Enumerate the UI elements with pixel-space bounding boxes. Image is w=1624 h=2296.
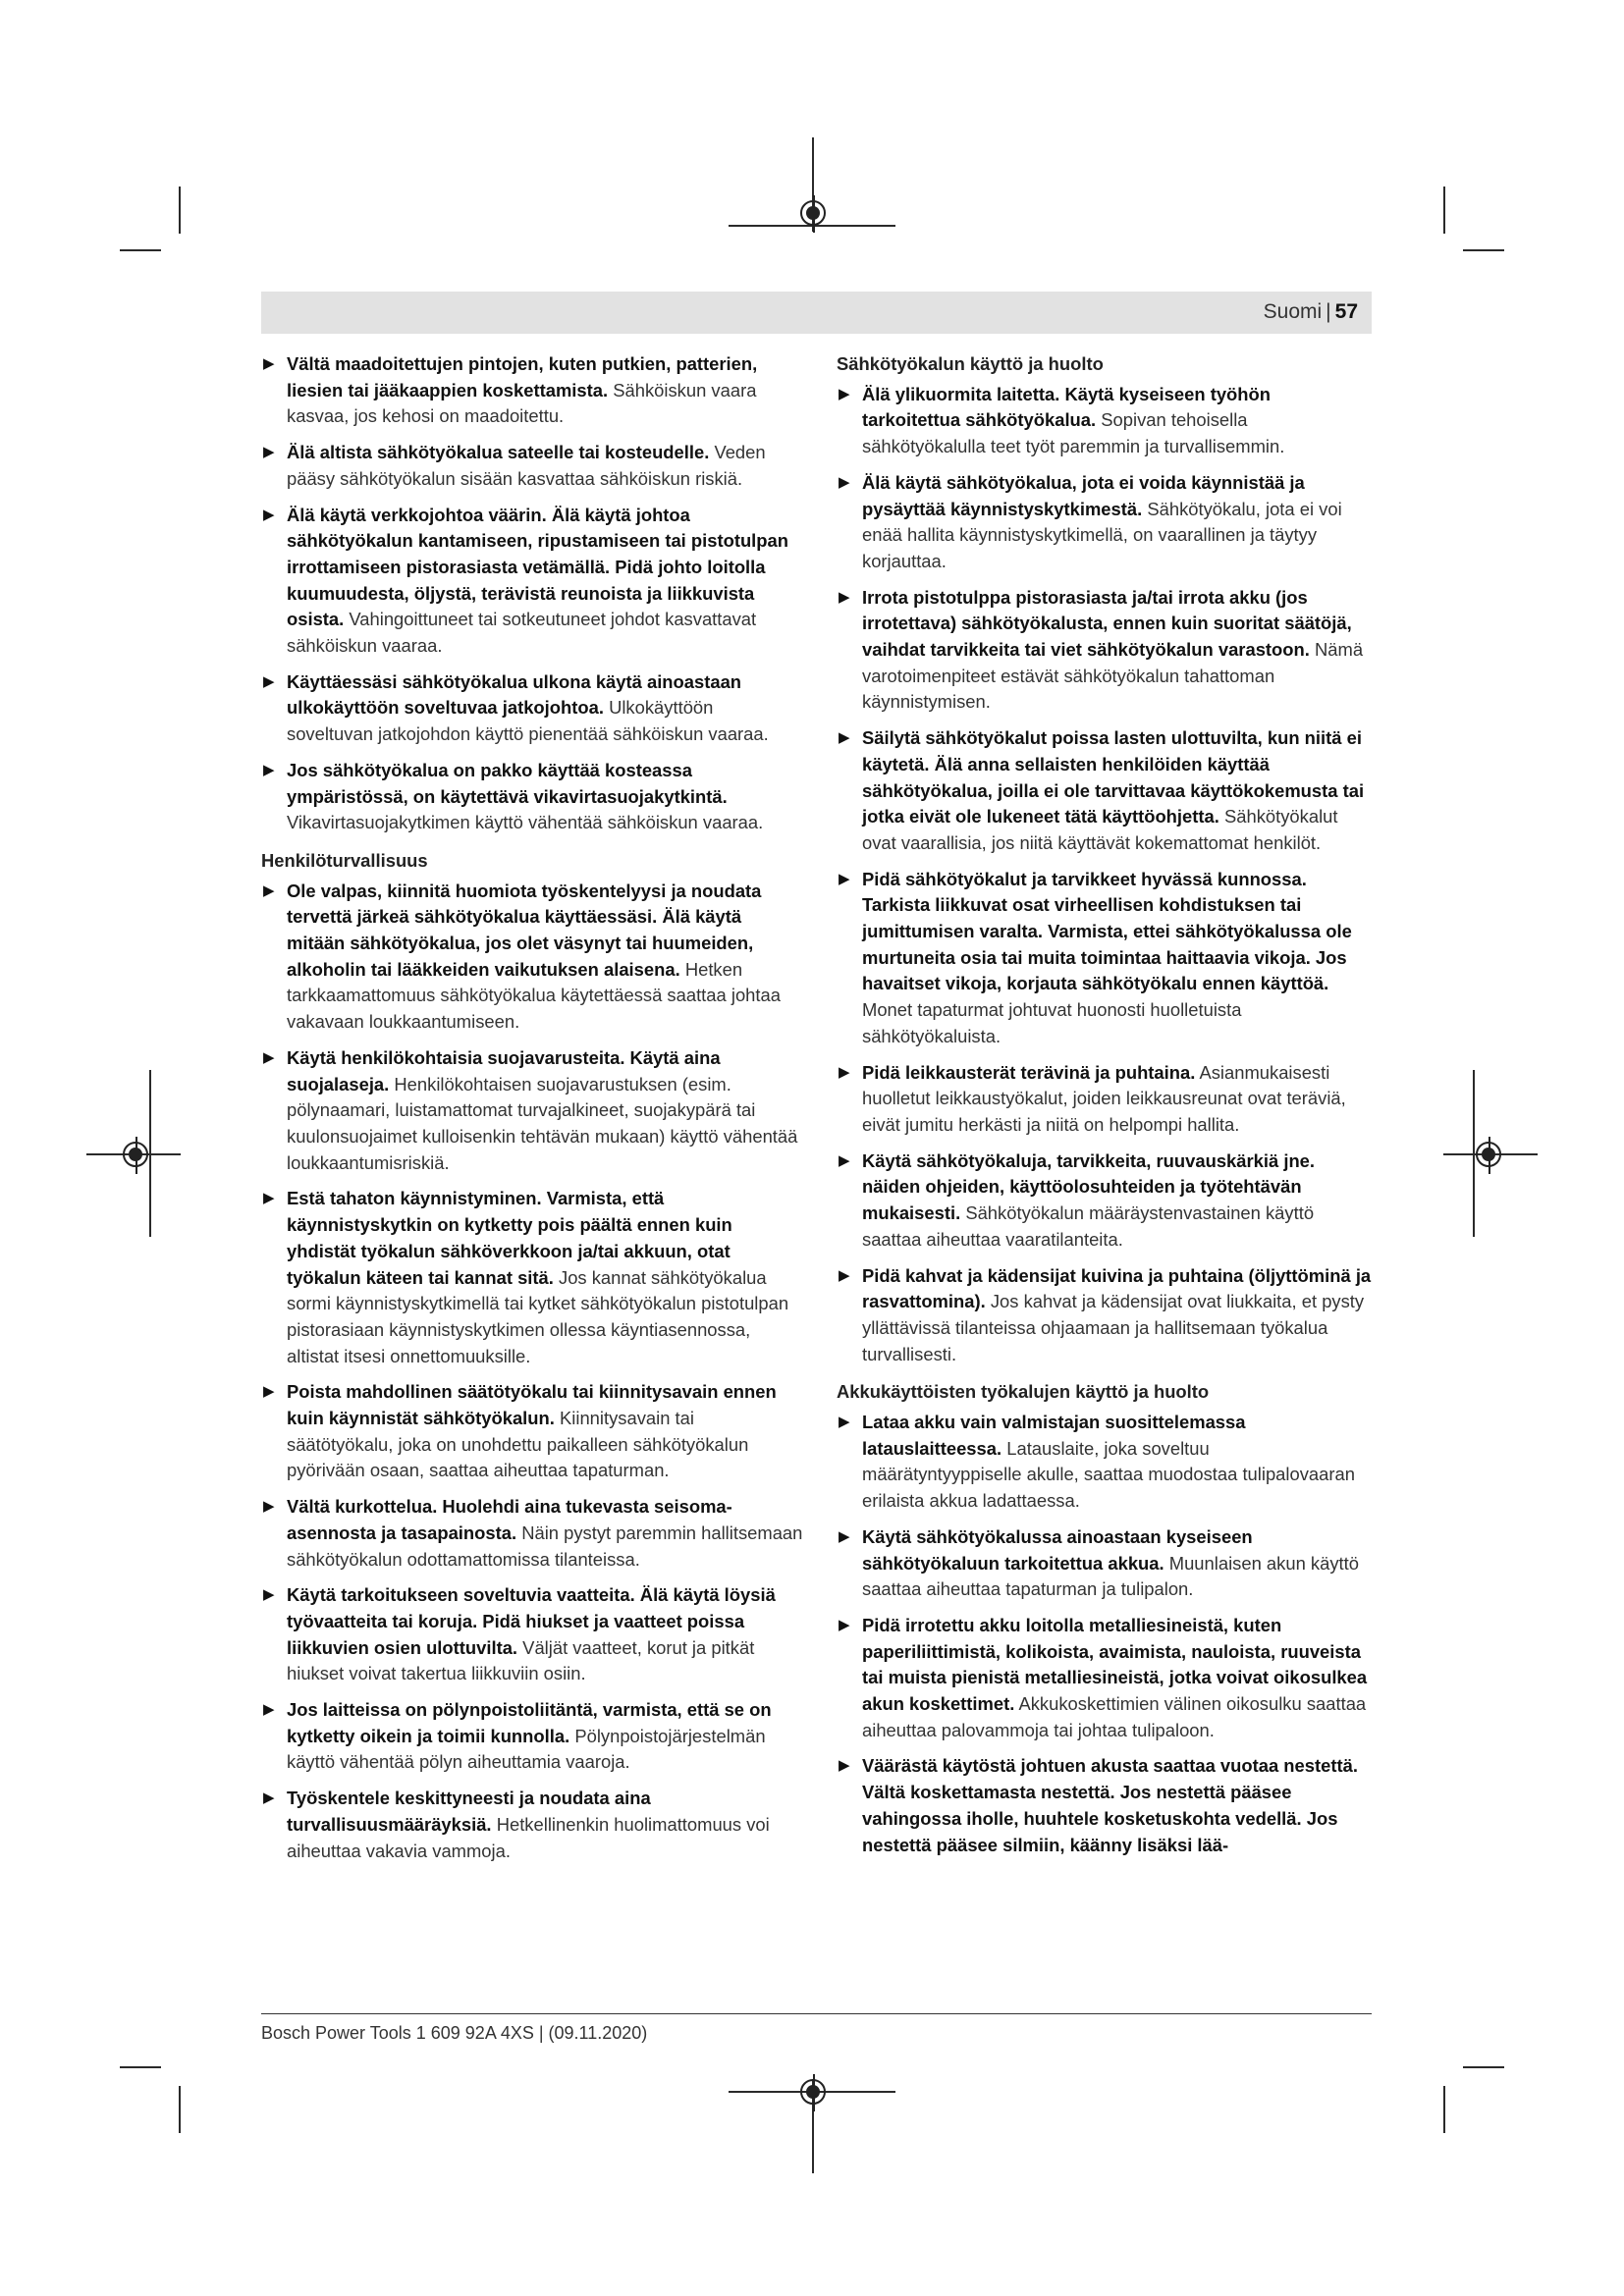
bullet-arrow-icon: ▶ — [839, 729, 850, 747]
bullet-arrow-icon: ▶ — [263, 881, 275, 899]
crop-mark-bl-v — [179, 2086, 181, 2133]
list-item — [261, 1697, 803, 1776]
bullet-arrow-icon: ▶ — [839, 588, 850, 606]
item-bold-text: Vältä maadoitettujen pintojen, kuten putkien, patterien, liesien tai jääkaappien koskettamista. — [287, 353, 758, 400]
item-bold-text: Älä ylikuormita laitetta. Käytä kyseiseen työhön tarkoitettua sähkötyökalua. — [862, 383, 1271, 431]
bullet-arrow-icon: ▶ — [263, 1048, 275, 1066]
list-item — [837, 1524, 1372, 1603]
registration-mark-top — [800, 200, 826, 226]
bullet-arrow-icon: ▶ — [839, 1757, 850, 1775]
item-bold-text: Lataa akku vain valmistajan suosittelemassa latauslaitteessa. — [862, 1412, 1246, 1459]
list-item — [837, 867, 1372, 1050]
list-item — [837, 585, 1372, 717]
list-item — [837, 1060, 1372, 1139]
electrical-safety-list — [261, 351, 803, 836]
item-normal-text: Jos kahvat ja kädensijat ovat liukkaita, et pysty yllättävissä tilanteissa ohjaamaan ja hallitsemaan työkalua turvallisesti. — [862, 1291, 1365, 1364]
item-bold-text: Irrota pistotulppa pistorasiasta ja/tai irrota akku (jos irrotettava) sähkötyökalusta, ennen kuin suoritat säätöjä, vaihdat tarvikkeita tai viet sähkötyökalun varastoon. — [862, 586, 1352, 661]
item-normal-text: Ulkokäyttöön soveltuvan jatkojohdon käyttö pienentää sähköiskun vaaraa. — [287, 697, 769, 745]
item-bold-text: Käyttäessäsi sähkötyökalua ulkona käytä ainoastaan ulkokäyttöön soveltuvaa jatkojohtoa. — [287, 670, 742, 719]
crop-mark-tr-h — [1463, 249, 1504, 251]
bullet-arrow-icon: ▶ — [839, 1414, 850, 1431]
item-normal-text: Monet tapaturmat johtuvat huonosti huolletuista sähkötyökaluista. — [862, 999, 1242, 1046]
item-bold-text: Jos laitteissa on pölynpoistoliitäntä, varmista, että se on kytketty oikein ja toimii kunnolla. — [287, 1699, 772, 1746]
header-separator: | — [1326, 300, 1331, 323]
tool-use-list — [837, 382, 1372, 1368]
page-header — [261, 292, 1372, 334]
list-item — [261, 1379, 803, 1484]
item-bold-text: Käytä sähkötyökalussa ainoastaan kyseiseen sähkötyökaluun tarkoitettua akkua. — [862, 1525, 1253, 1574]
item-normal-text: Hetken tarkkaamattomuus sähkötyökalua käytettäessä saattaa johtaa vakavaan loukkaantumiseen. — [287, 958, 781, 1033]
registration-mark-bottom — [800, 2079, 826, 2105]
list-item — [837, 1753, 1372, 1858]
item-normal-text: Sähkötyökalun määräystenvastainen käyttö saattaa aiheuttaa vaaratilanteita. — [862, 1202, 1315, 1250]
left-column — [261, 351, 803, 1874]
item-normal-text: Kiinnitysavain tai säätötyökalu, joka on unohdettu paikalleen sähkötyökalun pyörivään osaan, saattaa aiheuttaa tapaturman. — [287, 1408, 749, 1481]
item-normal-text: Sähkötyökalu, jota ei voi enää hallita käynnistyskytkimellä, on vaarallinen ja täytyy korjauttaa. — [862, 498, 1342, 571]
footer-text: Bosch Power Tools 1 609 92A 4XS | (09.11.2020) — [261, 2023, 648, 2043]
list-item — [837, 1410, 1372, 1515]
tool-use-heading: Sähkötyökalun käyttö ja huolto — [837, 353, 1104, 374]
item-bold-text: Säilytä sähkötyökalut poissa lasten ulottuvilta, kun niitä ei käytetä. Älä anna sellaisten henkilöiden käyttää sähkötyökalua, joilla ei ole tarvittavaa käyttökokemusta tai jotka eivät ole lukeneet tätä käyttöohjetta. — [862, 727, 1365, 828]
list-item — [261, 1582, 803, 1687]
item-bold-text: Pidä kahvat ja kädensijat kuivina ja puhtaina (öljyttöminä ja rasvattomina). — [862, 1264, 1372, 1312]
bullet-arrow-icon: ▶ — [263, 1383, 275, 1401]
header-language: Suomi — [1263, 300, 1323, 323]
item-bold-text: Pidä irrotettu akku loitolla metalliesineistä, kuten paperiliittimistä, kolikoista, avaimista, nauloista, ruuveista tai muista pienistä metalliesineistä, jotka voivat oikosulkea akun koskettimet. — [862, 1614, 1368, 1715]
bullet-arrow-icon: ▶ — [263, 444, 275, 461]
bullet-arrow-icon: ▶ — [263, 761, 275, 778]
bullet-arrow-icon: ▶ — [263, 355, 275, 372]
list-item — [261, 1186, 803, 1369]
item-normal-text: Vikavirtasuojakytkimen käyttö vähentää sähköiskun vaaraa. — [287, 812, 764, 833]
bullet-arrow-icon: ▶ — [839, 1266, 850, 1284]
list-item — [261, 758, 803, 836]
item-normal-text: Sähkötyökalut ovat vaarallisia, jos niitä käyttävät kokemattomat henkilöt. — [862, 806, 1338, 853]
bullet-arrow-icon: ▶ — [839, 473, 850, 491]
item-bold-text: Käytä sähkötyökaluja, tarvikkeita, ruuvauskärkiä jne. näiden ohjeiden, käyttöolosuhteiden ja työtehtävän mukaisesti. — [862, 1149, 1316, 1224]
personal-safety-heading: Henkilöturvallisuus — [261, 849, 428, 871]
crop-mark-tl-h — [120, 249, 161, 251]
item-normal-text: Muunlaisen akun käyttö saattaa aiheuttaa tapaturman ja tulipalon. — [862, 1552, 1359, 1600]
bullet-arrow-icon: ▶ — [263, 1701, 275, 1719]
list-item — [261, 440, 803, 492]
item-normal-text: Sopivan tehoisella sähkötyökalulla teet työt paremmin ja turvallisemmin. — [862, 409, 1285, 457]
list-item — [837, 725, 1372, 857]
bullet-arrow-icon: ▶ — [263, 1498, 275, 1516]
bullet-arrow-icon: ▶ — [263, 1789, 275, 1807]
item-bold-text: Pidä sähkötyökalut ja tarvikkeet hyvässä kunnossa. Tarkista liikkuvat osat virheellisen kohdistuksen tai jumittumisen varalta. Varmista, ettei sähkötyökalussa ole murtuneita osia tai muita toimintaa haittaavia vikoja. Jos havaitset vikoja, korjauta sähkötyökalu ennen käyttöä. — [862, 868, 1352, 994]
page-number: 57 — [1334, 300, 1358, 323]
item-normal-text: Akkukoskettimien välinen oikosulku saattaa aiheuttaa palovammoja tai johtaa tulipaloon. — [862, 1693, 1367, 1740]
bullet-arrow-icon: ▶ — [839, 385, 850, 402]
item-normal-text: Veden pääsy sähkötyökalun sisään kasvattaa sähköiskun riskiä. — [287, 442, 766, 489]
crop-mark-tr-v — [1443, 187, 1445, 234]
footer-rule — [261, 2013, 1372, 2014]
bullet-arrow-icon: ▶ — [839, 1151, 850, 1169]
battery-tools-list — [837, 1410, 1372, 1858]
list-item — [261, 879, 803, 1036]
item-normal-text: Latauslaite, joka soveltuu määrätyntyyppiselle akulle, saattaa muodostaa tulipalovaaran erilaista akkua ladattaessa. — [862, 1437, 1355, 1512]
item-bold-text: Älä altista sähkötyökalua sateelle tai kosteudelle. — [287, 442, 710, 463]
item-normal-text: Näin pystyt paremmin hallitsemaan sähkötyökalun odottamattomissa tilanteissa. — [287, 1522, 803, 1570]
list-item — [837, 382, 1372, 460]
list-item — [261, 1045, 803, 1177]
item-bold-text: Älä käytä sähkötyökalua, jota ei voida käynnistää ja pysäyttää käynnistyskytkimestä. — [862, 471, 1305, 519]
item-normal-text: Asianmukaisesti huolletut leikkaustyökalut, joiden leikkausreunat ovat teräviä, eivät jumitu herkästi ja niitä on helpompi hallita. — [862, 1061, 1346, 1135]
item-bold-text: Työskentele keskittyneesti ja noudata aina turvallisuusmääräyksiä. — [287, 1788, 651, 1835]
item-bold-text: Jos sähkötyökalua on pakko käyttää kosteassa ympäristössä, on käytettävä vikavirtasuojakytkintä. — [287, 759, 728, 807]
right-column — [837, 351, 1372, 1868]
list-item — [837, 1148, 1372, 1254]
item-normal-text: Vahingoittuneet tai sotkeutuneet johdot kasvattavat sähköiskun vaaraa. — [287, 609, 757, 657]
item-bold-text: Pidä leikkausterät terävinä ja puhtaina. — [862, 1061, 1196, 1083]
item-normal-text: Väljät vaatteet, korut ja pitkät hiukset voivat takertua liikkuviin osiin. — [287, 1636, 755, 1684]
registration-mark-left — [123, 1142, 148, 1167]
bullet-arrow-icon: ▶ — [263, 1586, 275, 1604]
personal-safety-list — [261, 879, 803, 1865]
list-item — [261, 1786, 803, 1864]
list-item — [261, 503, 803, 660]
battery-tools-heading: Akkukäyttöisten työkalujen käyttö ja huolto — [837, 1381, 1210, 1403]
list-item — [837, 470, 1372, 575]
crop-mark-bl-h — [120, 2066, 161, 2068]
item-normal-text: Pölynpoistojärjestelmän käyttö vähentää pölyn aiheuttamia vaaroja. — [287, 1725, 766, 1773]
list-item — [261, 351, 803, 430]
item-normal-text: Jos kannat sähkötyökalua sormi käynnistyskytkimellä tai kytket sähkötyökalun pistotulpan pistorasiaan käynnistyskytkimen ollessa käyntiasennossa, altistat itsesi onnettomuuksille. — [287, 1266, 789, 1366]
item-bold-text: Ole valpas, kiinnitä huomiota työskentelyysi ja noudata tervettä järkeä sähkötyökalua käyttäessäsi. Älä käytä mitään sähkötyökalua, jos olet väsynyt tai huumeiden, alkoholin tai lääkkeiden vaikutuksen alaisena. — [287, 880, 762, 980]
item-bold-text: Poista mahdollinen säätötyökalu tai kiinnitysavain ennen kuin käynnistät sähkötyökalun. — [287, 1381, 777, 1429]
crop-mark-br-v — [1443, 2086, 1445, 2133]
item-bold-text: Vältä kurkottelua. Huolehdi aina tukevasta seisoma-asennosta ja tasapainosta. — [287, 1496, 732, 1543]
bullet-arrow-icon: ▶ — [839, 1616, 850, 1633]
crop-mark-tl-v — [179, 187, 181, 234]
list-item — [837, 1613, 1372, 1744]
bullet-arrow-icon: ▶ — [839, 870, 850, 887]
item-normal-text: Hetkellinenkin huolimattomuus voi aiheuttaa vakavia vammoja. — [287, 1813, 770, 1861]
crop-mark-br-h — [1463, 2066, 1504, 2068]
item-bold-text: Käytä tarkoitukseen soveltuvia vaatteita. Älä käytä löysiä työvaatteita tai koruja. Pidä hiukset ja vaatteet poissa liikkuvien osien ulottuvilta. — [287, 1584, 776, 1658]
registration-line-right-v — [1473, 1070, 1475, 1237]
list-item — [837, 1263, 1372, 1368]
registration-mark-right — [1476, 1142, 1501, 1167]
item-normal-text: Nämä varotoimenpiteet estävät sähkötyökalun tahattoman käynnistymisen. — [862, 639, 1364, 713]
list-item — [261, 669, 803, 748]
bullet-arrow-icon: ▶ — [263, 672, 275, 690]
item-bold-text: Väärästä käytöstä johtuen akusta saattaa vuotaa nestettä. Vältä koskettamasta nestettä. Jos nestettä pääsee vahingossa iholle, huuhtele kosketuskohta vedellä. Jos nestettä pääsee silmiin, käänny lisäksi lää- — [862, 1755, 1358, 1855]
item-normal-text: Sähköiskun vaara kasvaa, jos kehosi on maadoitettu. — [287, 379, 757, 427]
item-bold-text: Älä käytä verkkojohtoa väärin. Älä käytä johtoa sähkötyökalun kantamiseen, ripustamiseen tai pistotulpan irrottamiseen pistorasiasta vetämällä. Pidä johto loitolla kuumuudesta, öljystä, terävistä reunoista ja liikkuvista osista. — [287, 504, 788, 630]
registration-line-left-v — [149, 1070, 151, 1237]
bullet-arrow-icon: ▶ — [263, 1190, 275, 1207]
header-label — [1264, 300, 1358, 324]
bullet-arrow-icon: ▶ — [839, 1527, 850, 1545]
list-item — [261, 1494, 803, 1573]
item-bold-text: Estä tahaton käynnistyminen. Varmista, että käynnistyskytkin on kytketty pois päältä ennen kuin yhdistät työkalun sähköverkkoon ja/tai akkuun, otat työkalun käteen tai kannat sitä. — [287, 1188, 732, 1288]
bullet-arrow-icon: ▶ — [263, 506, 275, 523]
bullet-arrow-icon: ▶ — [839, 1063, 850, 1081]
item-bold-text: Käytä henkilökohtaisia suojavarusteita. Käytä aina suojalaseja. — [287, 1046, 721, 1095]
item-normal-text: Henkilökohtaisen suojavarustuksen (esim. pölynaamari, luistamattomat turvajalkineet, suojakypärä tai kuulonsuojaimet kulloisenkin tehtävän mukaan) käyttö vähentää loukkaantumisriskiä. — [287, 1073, 798, 1173]
